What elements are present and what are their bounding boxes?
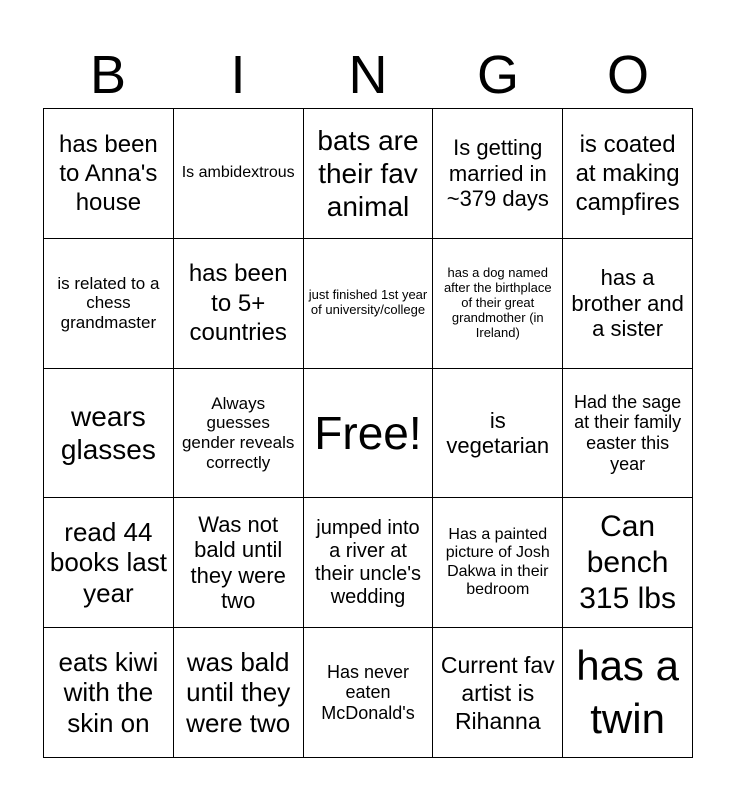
cell-text: eats kiwi with the skin on	[58, 646, 159, 738]
bingo-cell[interactable]	[563, 239, 693, 369]
bingo-cell[interactable]	[433, 628, 563, 758]
header-letter-g: G	[476, 45, 519, 105]
cell-text: has a twin	[576, 642, 679, 742]
cell-text: Has never eaten McDonald's	[321, 661, 415, 723]
bingo-cell[interactable]	[433, 239, 563, 369]
bingo-cell[interactable]	[44, 628, 174, 758]
cell-text: Is ambidextrous	[181, 164, 295, 182]
bingo-cell[interactable]	[44, 239, 174, 369]
bingo-cell[interactable]	[304, 109, 434, 239]
cell-text: has a dog named after the birthplace of their great grandmother (in Ireland)	[443, 264, 552, 340]
cell-text: has a brother and a sister	[571, 265, 684, 341]
header-letter-b: B	[89, 45, 127, 105]
bingo-cell[interactable]	[174, 498, 304, 628]
bingo-cell[interactable]	[174, 109, 304, 239]
cell-text: Is getting married in ~379 days	[446, 135, 549, 212]
free-space-label: Free!	[314, 406, 422, 459]
bingo-board	[43, 108, 693, 758]
bingo-cell[interactable]	[174, 239, 304, 369]
cell-text: Current fav artist is Rihanna	[440, 651, 555, 734]
bingo-cell[interactable]	[44, 498, 174, 628]
cell-text: has been to Anna's house	[59, 130, 158, 217]
cell-text: Always guesses gender reveals correctly	[181, 393, 295, 472]
cell-text: read 44 books last year	[49, 516, 167, 609]
cell-text: wears glasses	[60, 400, 156, 465]
cell-text: has been to 5+ countries	[188, 260, 288, 346]
cell-text: bats are their fav animal	[317, 124, 419, 222]
bingo-cell[interactable]	[304, 628, 434, 758]
bingo-cell[interactable]	[433, 498, 563, 628]
bingo-cell[interactable]	[563, 498, 693, 628]
bingo-cell[interactable]	[44, 109, 174, 239]
header-letter-n: N	[348, 45, 388, 105]
bingo-cell[interactable]	[563, 628, 693, 758]
cell-text: is related to a chess grandmaster	[57, 273, 160, 332]
cell-text: Can bench 315 lbs	[579, 509, 676, 615]
free-space[interactable]	[304, 369, 434, 499]
cell-text: Was not bald until they were two	[190, 512, 286, 614]
bingo-cell[interactable]	[304, 498, 434, 628]
bingo-header	[43, 42, 693, 108]
bingo-cell[interactable]	[174, 628, 304, 758]
cell-text: was bald until they were two	[186, 646, 291, 738]
bingo-cell[interactable]	[433, 369, 563, 499]
cell-text: is coated at making campfires	[575, 130, 680, 217]
bingo-cell[interactable]	[563, 109, 693, 239]
bingo-cell[interactable]	[304, 239, 434, 369]
cell-text: Had the sage at their family easter this year	[574, 391, 682, 474]
bingo-cell[interactable]	[44, 369, 174, 499]
bingo-cell[interactable]	[174, 369, 304, 499]
bingo-cell[interactable]	[563, 369, 693, 499]
cell-text: Has a painted picture of Josh Dakwa in their bedroom	[445, 526, 550, 599]
header-letter-i: I	[230, 45, 246, 105]
cell-text: just finished 1st year of university/college	[308, 287, 428, 318]
bingo-cell[interactable]	[433, 109, 563, 239]
cell-text: is vegetarian	[446, 407, 550, 458]
cell-text: jumped into a river at their uncle's wedding	[314, 516, 422, 608]
header-letter-o: O	[606, 45, 649, 105]
